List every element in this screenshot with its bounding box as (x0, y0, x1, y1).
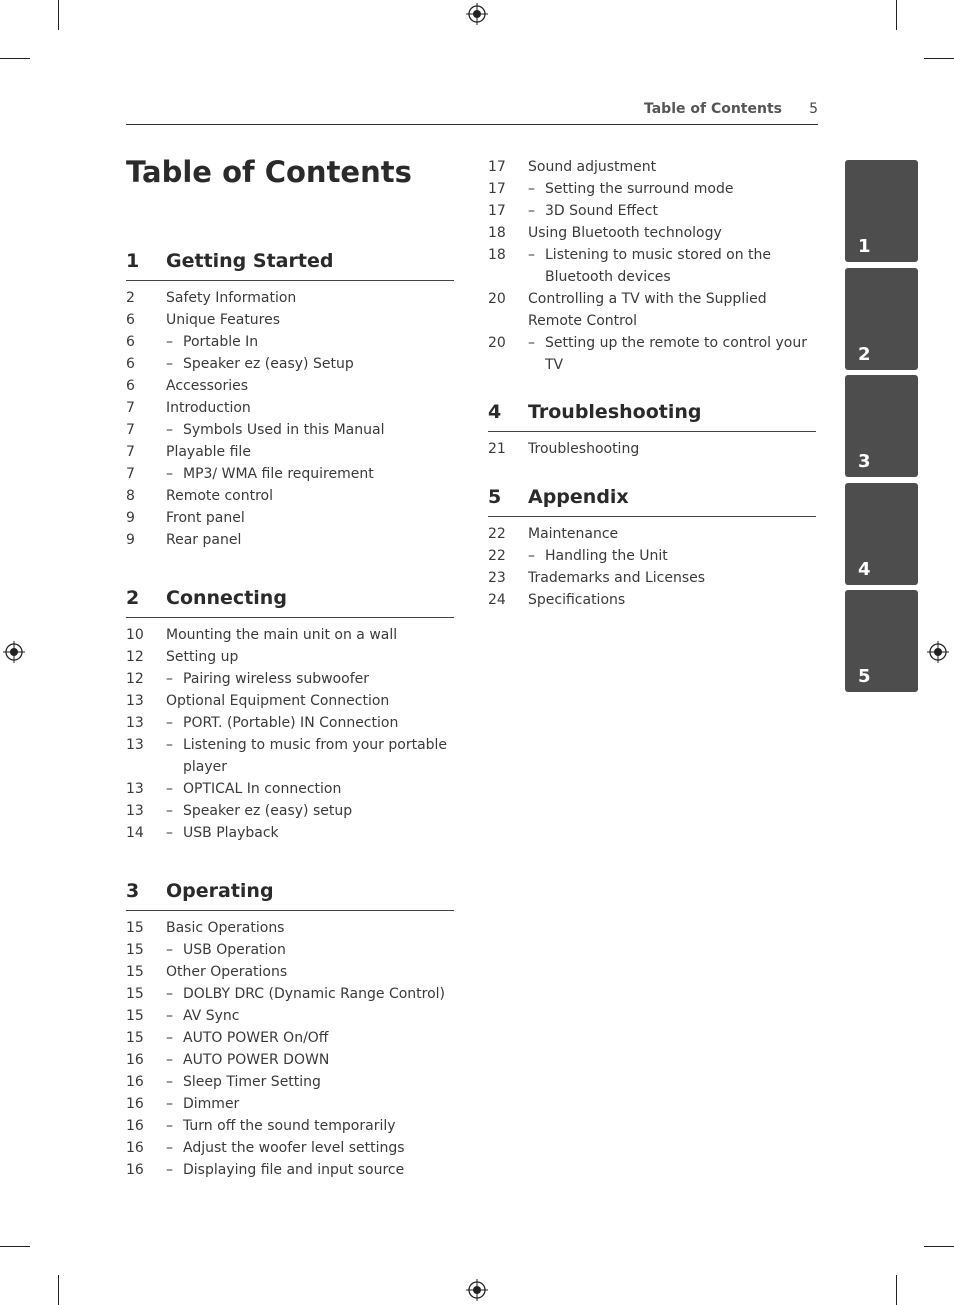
toc-entry[interactable] (126, 419, 454, 441)
dash-icon: – (166, 825, 173, 841)
toc-section-operating (126, 877, 454, 1181)
toc-entry-text: Pairing wireless subwoofer (183, 671, 370, 687)
toc-entry[interactable] (126, 397, 454, 419)
toc-entry[interactable] (126, 734, 454, 778)
chapter-tab-3[interactable] (845, 375, 918, 477)
dash-icon: – (166, 986, 173, 1002)
toc-entry-page: 23 (488, 570, 506, 586)
toc-entry-page: 17 (488, 181, 506, 197)
chapter-tab-label: 3 (858, 451, 871, 472)
toc-entry[interactable] (488, 178, 816, 200)
dash-icon: – (166, 1096, 173, 1112)
toc-entry-text: Troubleshooting (528, 441, 640, 457)
toc-entry[interactable] (488, 589, 816, 611)
crop-mark (58, 1275, 59, 1305)
toc-entry-page: 15 (126, 964, 144, 980)
toc-entry-text: Using Bluetooth technology (528, 225, 722, 241)
crop-mark (0, 1246, 30, 1247)
toc-entry[interactable] (126, 1093, 454, 1115)
toc-entry[interactable] (126, 1005, 454, 1027)
dash-icon: – (166, 422, 173, 438)
crop-mark (924, 58, 954, 59)
toc-entry-list (126, 287, 454, 551)
toc-entry[interactable] (488, 222, 816, 244)
crop-mark (896, 1275, 897, 1305)
toc-entry[interactable] (126, 668, 454, 690)
toc-entry-text: Maintenance (528, 526, 619, 542)
dash-icon: – (166, 942, 173, 958)
crop-mark (924, 1246, 954, 1247)
toc-section-troubleshooting (488, 398, 816, 460)
dash-icon: – (166, 1030, 173, 1046)
toc-entry-text: Dimmer (183, 1096, 240, 1112)
toc-entry-page: 17 (488, 203, 506, 219)
dash-icon: – (166, 334, 173, 350)
toc-entry-text: 3D Sound Effect (545, 203, 658, 219)
toc-entry-page: 21 (488, 441, 506, 457)
toc-entry-text: USB Operation (183, 942, 286, 958)
chapter-tab-label: 2 (858, 344, 871, 365)
toc-section-getting-started (126, 247, 454, 551)
section-heading (488, 398, 816, 432)
toc-entry-text: PORT. (Portable) IN Connection (183, 715, 399, 731)
toc-entry[interactable] (126, 917, 454, 939)
toc-entry[interactable] (126, 1049, 454, 1071)
toc-entry-page: 17 (488, 159, 506, 175)
section-heading (126, 877, 454, 911)
toc-entry-text: USB Playback (183, 825, 279, 841)
toc-entry-text: Portable In (183, 334, 259, 350)
section-title: Appendix (528, 486, 629, 508)
toc-entry-page: 8 (126, 488, 135, 504)
toc-section-connecting (126, 584, 454, 844)
chapter-tab-label: 4 (858, 559, 871, 580)
toc-entry-text: Front panel (166, 510, 245, 526)
toc-entry-text: Safety Information (166, 290, 297, 306)
dash-icon: – (528, 181, 535, 197)
registration-mark-icon (3, 641, 25, 663)
toc-entry-page: 6 (126, 378, 135, 394)
section-number: 1 (126, 250, 140, 272)
toc-entry-text: Basic Operations (166, 920, 285, 936)
toc-entry-page: 12 (126, 649, 144, 665)
toc-entry-page: 20 (488, 291, 506, 307)
toc-entry-text: Adjust the woofer level settings (183, 1140, 405, 1156)
section-number: 3 (126, 880, 140, 902)
toc-entry-page: 9 (126, 532, 135, 548)
dash-icon: – (166, 1052, 173, 1068)
toc-entry-text: MP3/ WMA file requirement (183, 466, 374, 482)
toc-entry-text: Unique Features (166, 312, 281, 328)
toc-entry-text: Symbols Used in this Manual (183, 422, 385, 438)
toc-entry-page: 24 (488, 592, 506, 608)
toc-entry-page: 12 (126, 671, 144, 687)
toc-entry[interactable] (126, 690, 454, 712)
toc-entry-page: 7 (126, 422, 135, 438)
toc-entry[interactable] (488, 288, 816, 332)
toc-entry[interactable] (488, 438, 816, 460)
dash-icon: – (166, 715, 173, 731)
toc-entry[interactable] (126, 1027, 454, 1049)
toc-entry-text: Playable file (166, 444, 251, 460)
dash-icon: – (166, 1118, 173, 1134)
toc-entry[interactable] (126, 712, 454, 734)
dash-icon: – (528, 203, 535, 219)
toc-entry-page: 7 (126, 444, 135, 460)
toc-entry[interactable] (126, 624, 454, 646)
dash-icon: – (166, 671, 173, 687)
toc-entry-text: Accessories (166, 378, 249, 394)
toc-entry-page: 16 (126, 1052, 144, 1068)
toc-entry[interactable] (126, 646, 454, 668)
toc-entry-text: Other Operations (166, 964, 288, 980)
toc-entry-list (126, 917, 454, 1181)
chapter-tab-2[interactable] (845, 268, 918, 370)
section-heading (488, 483, 816, 517)
toc-entry-page: 16 (126, 1096, 144, 1112)
toc-entry-text: AUTO POWER On/Off (183, 1030, 329, 1046)
toc-entry-page: 13 (126, 781, 144, 797)
toc-entry-list (488, 438, 816, 460)
toc-entry[interactable] (488, 244, 816, 288)
toc-entry-text: Mounting the main unit on a wall (166, 627, 398, 643)
section-title: Troubleshooting (528, 401, 702, 423)
dash-icon: – (166, 1140, 173, 1156)
toc-entry-text: Specifications (528, 592, 626, 608)
toc-entry[interactable] (126, 1137, 454, 1159)
toc-entry[interactable] (488, 523, 816, 545)
dash-icon: – (528, 548, 535, 564)
toc-entry-page: 16 (126, 1140, 144, 1156)
toc-section-continued (488, 156, 816, 376)
toc-entry-page: 7 (126, 466, 135, 482)
header-title: Table of Contents (643, 101, 782, 117)
toc-entry[interactable] (126, 1115, 454, 1137)
toc-entry-text: Turn off the sound temporarily (183, 1118, 396, 1134)
toc-entry-page: 10 (126, 627, 144, 643)
chapter-tab-label: 1 (858, 236, 871, 257)
toc-entry-text: Setting up the remote to control your TV (545, 335, 807, 373)
section-title: Getting Started (166, 250, 334, 272)
toc-entry-page: 22 (488, 548, 506, 564)
toc-entry-page: 13 (126, 715, 144, 731)
dash-icon: – (528, 335, 535, 351)
toc-entry-page: 18 (488, 247, 506, 263)
toc-right-column (488, 156, 816, 611)
toc-entry-page: 16 (126, 1074, 144, 1090)
dash-icon: – (166, 1074, 173, 1090)
dash-icon: – (166, 356, 173, 372)
section-heading (126, 247, 454, 281)
header-page-number: 5 (809, 101, 818, 117)
toc-entry-page: 20 (488, 335, 506, 351)
chapter-tab-5[interactable] (845, 590, 918, 692)
toc-entry-list (488, 156, 816, 376)
toc-entry-text: Handling the Unit (545, 548, 668, 564)
toc-entry-page: 6 (126, 356, 135, 372)
toc-entry-text: DOLBY DRC (Dynamic Range Control) (183, 986, 446, 1002)
toc-entry[interactable] (126, 822, 454, 844)
section-number: 4 (488, 401, 502, 423)
toc-entry-page: 2 (126, 290, 135, 306)
toc-entry-page: 15 (126, 986, 144, 1002)
dash-icon: – (528, 247, 535, 263)
toc-entry-page: 18 (488, 225, 506, 241)
toc-entry-text: Setting up (166, 649, 239, 665)
toc-entry[interactable] (126, 983, 454, 1005)
toc-entry-list (488, 523, 816, 611)
dash-icon: – (166, 737, 173, 753)
toc-entry-text: Controlling a TV with the Supplied Remote Control (528, 291, 767, 329)
toc-entry[interactable] (488, 156, 816, 178)
dash-icon: – (166, 466, 173, 482)
toc-entry[interactable] (126, 309, 454, 331)
registration-mark-icon (466, 3, 488, 25)
section-title: Connecting (166, 587, 287, 609)
toc-entry[interactable] (488, 567, 816, 589)
toc-entry-text: Remote control (166, 488, 273, 504)
toc-entry-page: 6 (126, 334, 135, 350)
toc-entry-text: Speaker ez (easy) Setup (183, 356, 354, 372)
chapter-tab-label: 5 (858, 666, 871, 687)
toc-entry[interactable] (126, 353, 454, 375)
toc-entry-page: 14 (126, 825, 144, 841)
toc-entry-page: 13 (126, 693, 144, 709)
toc-entry-text: OPTICAL In connection (183, 781, 342, 797)
toc-entry-text: Rear panel (166, 532, 242, 548)
dash-icon: – (166, 1162, 173, 1178)
toc-entry-page: 16 (126, 1118, 144, 1134)
crop-mark (896, 0, 897, 30)
crop-mark (0, 58, 30, 59)
section-number: 5 (488, 486, 502, 508)
section-number: 2 (126, 587, 140, 609)
toc-entry-page: 16 (126, 1162, 144, 1178)
toc-entry-text: Introduction (166, 400, 251, 416)
page-title: Table of Contents (126, 155, 412, 189)
toc-entry[interactable] (488, 200, 816, 222)
toc-entry[interactable] (126, 375, 454, 397)
toc-entry-page: 13 (126, 803, 144, 819)
toc-entry-text: Displaying file and input source (183, 1162, 405, 1178)
toc-entry-text: Trademarks and Licenses (528, 570, 706, 586)
toc-entry[interactable] (126, 1159, 454, 1181)
toc-entry-text: AUTO POWER DOWN (183, 1052, 330, 1068)
toc-entry-page: 15 (126, 920, 144, 936)
toc-entry-text: Optional Equipment Connection (166, 693, 390, 709)
toc-entry[interactable] (126, 1071, 454, 1093)
toc-entry-page: 13 (126, 737, 144, 753)
toc-entry-page: 6 (126, 312, 135, 328)
toc-entry[interactable] (126, 800, 454, 822)
chapter-tab-4[interactable] (845, 483, 918, 585)
toc-entry-text: Speaker ez (easy) setup (183, 803, 353, 819)
toc-entry[interactable] (126, 331, 454, 353)
dash-icon: – (166, 781, 173, 797)
toc-entry-text: Sleep Timer Setting (183, 1074, 321, 1090)
toc-entry[interactable] (126, 529, 454, 551)
crop-mark (58, 0, 59, 30)
dash-icon: – (166, 1008, 173, 1024)
toc-entry-text: Setting the surround mode (545, 181, 734, 197)
running-header (126, 100, 818, 125)
toc-entry-page: 15 (126, 942, 144, 958)
toc-entry-page: 7 (126, 400, 135, 416)
toc-entry-page: 9 (126, 510, 135, 526)
toc-entry[interactable] (126, 939, 454, 961)
toc-entry-page: 15 (126, 1030, 144, 1046)
toc-entry-page: 22 (488, 526, 506, 542)
toc-entry-text: Listening to music from your portable player (183, 737, 448, 775)
toc-entry[interactable] (126, 441, 454, 463)
toc-entry-list (126, 624, 454, 844)
registration-mark-icon (927, 641, 949, 663)
toc-entry-text: Sound adjustment (528, 159, 657, 175)
toc-entry[interactable] (488, 332, 816, 376)
toc-entry-text: AV Sync (183, 1008, 240, 1024)
toc-entry[interactable] (126, 287, 454, 309)
toc-entry[interactable] (126, 463, 454, 485)
chapter-tab-1[interactable] (845, 160, 918, 262)
toc-entry[interactable] (488, 545, 816, 567)
toc-entry[interactable] (126, 961, 454, 983)
section-heading (126, 584, 454, 618)
section-title: Operating (166, 880, 274, 902)
registration-mark-icon (466, 1279, 488, 1301)
toc-entry-page: 15 (126, 1008, 144, 1024)
toc-entry[interactable] (126, 507, 454, 529)
toc-entry-text: Listening to music stored on the Bluetooth devices (545, 247, 772, 285)
toc-entry[interactable] (126, 485, 454, 507)
toc-section-appendix (488, 483, 816, 611)
dash-icon: – (166, 803, 173, 819)
toc-entry[interactable] (126, 778, 454, 800)
toc-left-column (126, 247, 454, 1181)
